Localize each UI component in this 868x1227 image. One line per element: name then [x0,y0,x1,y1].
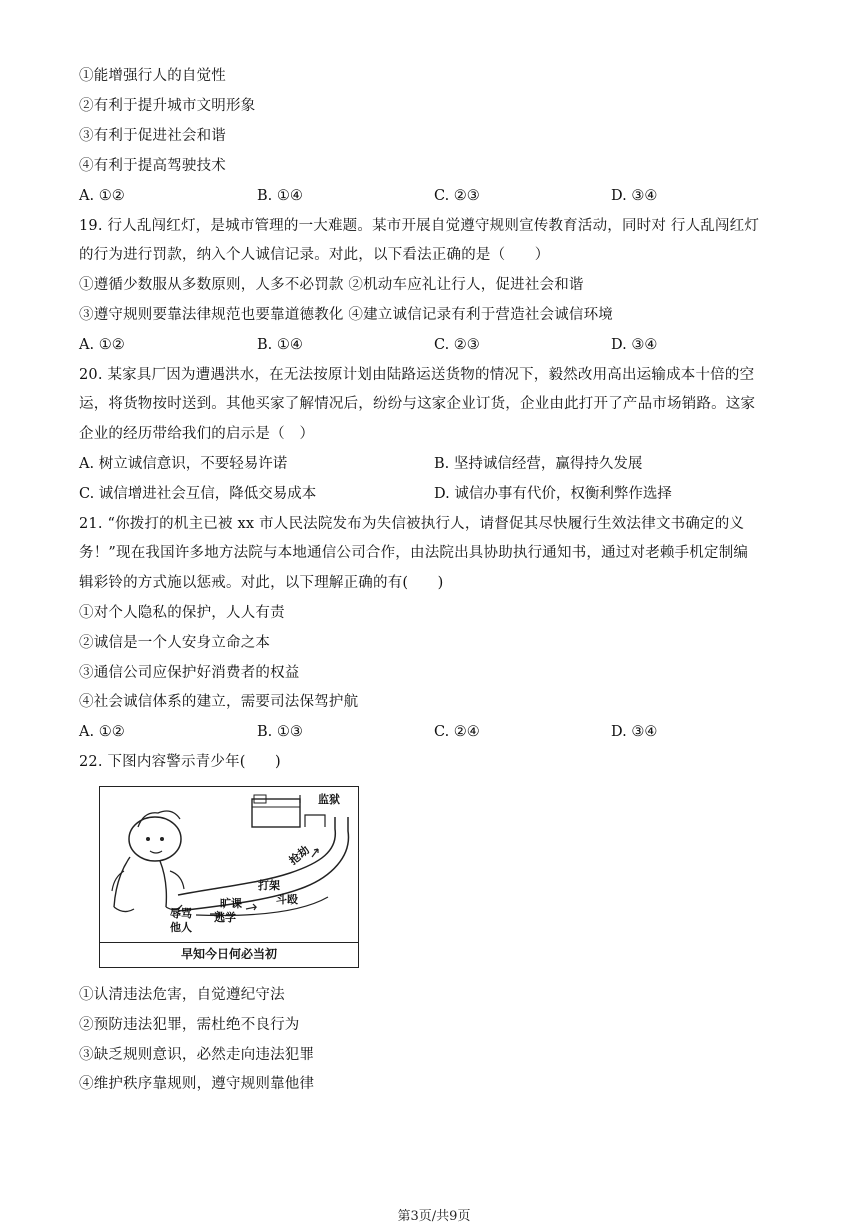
label-insult-1: 辱骂 [170,907,192,920]
cartoon-illustration [99,786,359,968]
q21-statement-2: ②诚信是一个人安身立命之本 [79,635,271,651]
q18-answer-options [79,186,779,206]
option-a: A. 树立诚信意识，不要轻易许诺 [79,456,288,472]
q21-stem-line-1: 21. “你拨打的机主已被 xx 市人民法院发布为失信被执行人，请督促其尽快履行生效法律文书确定的义 [79,516,745,532]
q21-statement-3: ③通信公司应保护好消费者的权益 [79,665,300,681]
option-a: A. ①② [79,188,125,204]
label-insult-2: 他人 [170,921,192,934]
option-b: B. ①③ [257,724,303,740]
option-d: D. 诚信办事有代价，权衡利弊作选择 [434,486,672,502]
option-b: B. ①④ [257,188,303,204]
q19-statements-1-2: ①遵循少数服从多数原则，人多不必罚款 ②机动车应礼让行人，促进社会和谐 [79,277,584,293]
q22-statement-2: ②预防违法犯罪，需杜绝不良行为 [79,1017,300,1033]
option-c: C. ②③ [434,337,480,353]
option-b: B. ①④ [257,337,303,353]
option-a: A. ①② [79,337,125,353]
q18-statement-2: ②有利于提升城市文明形象 [79,98,256,114]
q19-stem-line-1: 19. 行人乱闯红灯，是城市管理的一大难题。某市开展自觉遵守规则宣传教育活动，同时对 行人乱闯红灯 [79,218,760,234]
label-fight-1: 打架 [258,879,280,892]
q19-statements-3-4: ③遵守规则要靠法律规范也要靠道德教化 ④建立诚信记录有利于营造社会诚信环境 [79,307,614,323]
q21-statement-4: ④社会诚信体系的建立，需要司法保驾护航 [79,694,359,710]
option-d: D. ③④ [611,188,658,204]
option-b: B. 坚持诚信经营，赢得持久发展 [434,456,643,472]
option-d: D. ③④ [611,337,658,353]
q22-stem: 22. 下图内容警示青少年( ) [79,754,281,770]
page-footer: 第3页/共9页 [397,1209,471,1224]
option-c: C. 诚信增进社会互信，降低交易成本 [79,486,317,502]
q21-statement-1: ①对个人隐私的保护，人人有责 [79,605,285,621]
q18-statement-1: ①能增强行人的自觉性 [79,68,226,84]
q20-stem-line-2: 运，将货物按时送到。其他买家了解情况后，纷纷与这家企业订货，企业由此打开了产品市场销路。这家 [79,396,756,412]
q20-stem-line-1: 20. 某家具厂因为遭遇洪水，在无法按原计划由陆路运送货物的情况下，毅然改用高出运输成本十倍的空 [79,367,755,383]
q20-stem-line-3: 企业的经历带给我们的启示是（ ） [79,426,315,442]
q20-options-row-2 [79,484,779,504]
q21-stem-line-3: 辑彩铃的方式施以惩戒。对此，以下理解正确的有( ) [79,575,444,591]
q22-statement-4: ④维护秩序靠规则，遵守规则靠他律 [79,1076,315,1092]
label-fight-2: 斗殴 [276,893,298,906]
q20-options-row-1 [79,454,779,474]
q21-stem-line-2: 务！”现在我国许多地方法院与本地通信公司合作，由法院出具协助执行通知书，通过对老赖手机定制编 [79,545,749,561]
label-robbery: 抢劫 [286,843,312,868]
option-c: C. ②④ [434,724,480,740]
q18-statement-3: ③有利于促进社会和谐 [79,128,226,144]
option-d: D. ③④ [611,724,658,740]
q19-answer-options [79,335,779,355]
label-truancy-2: 逃学 [214,911,236,924]
option-a: A. ①② [79,724,125,740]
option-c: C. ②③ [434,188,480,204]
q19-stem-line-2: 的行为进行罚款，纳入个人诚信记录。对此，以下看法正确的是（ ） [79,247,550,263]
q21-answer-options [79,722,779,742]
q22-statement-1: ①认清违法危害，自觉遵纪守法 [79,987,285,1003]
label-truancy-1: 旷课 [220,897,242,910]
figure-caption: 早知今日何必当初 [100,942,358,965]
q18-statement-4: ④有利于提高驾驶技术 [79,158,226,174]
label-prison: 监狱 [318,793,340,806]
q22-statement-3: ③缺乏规则意识，必然走向违法犯罪 [79,1047,315,1063]
